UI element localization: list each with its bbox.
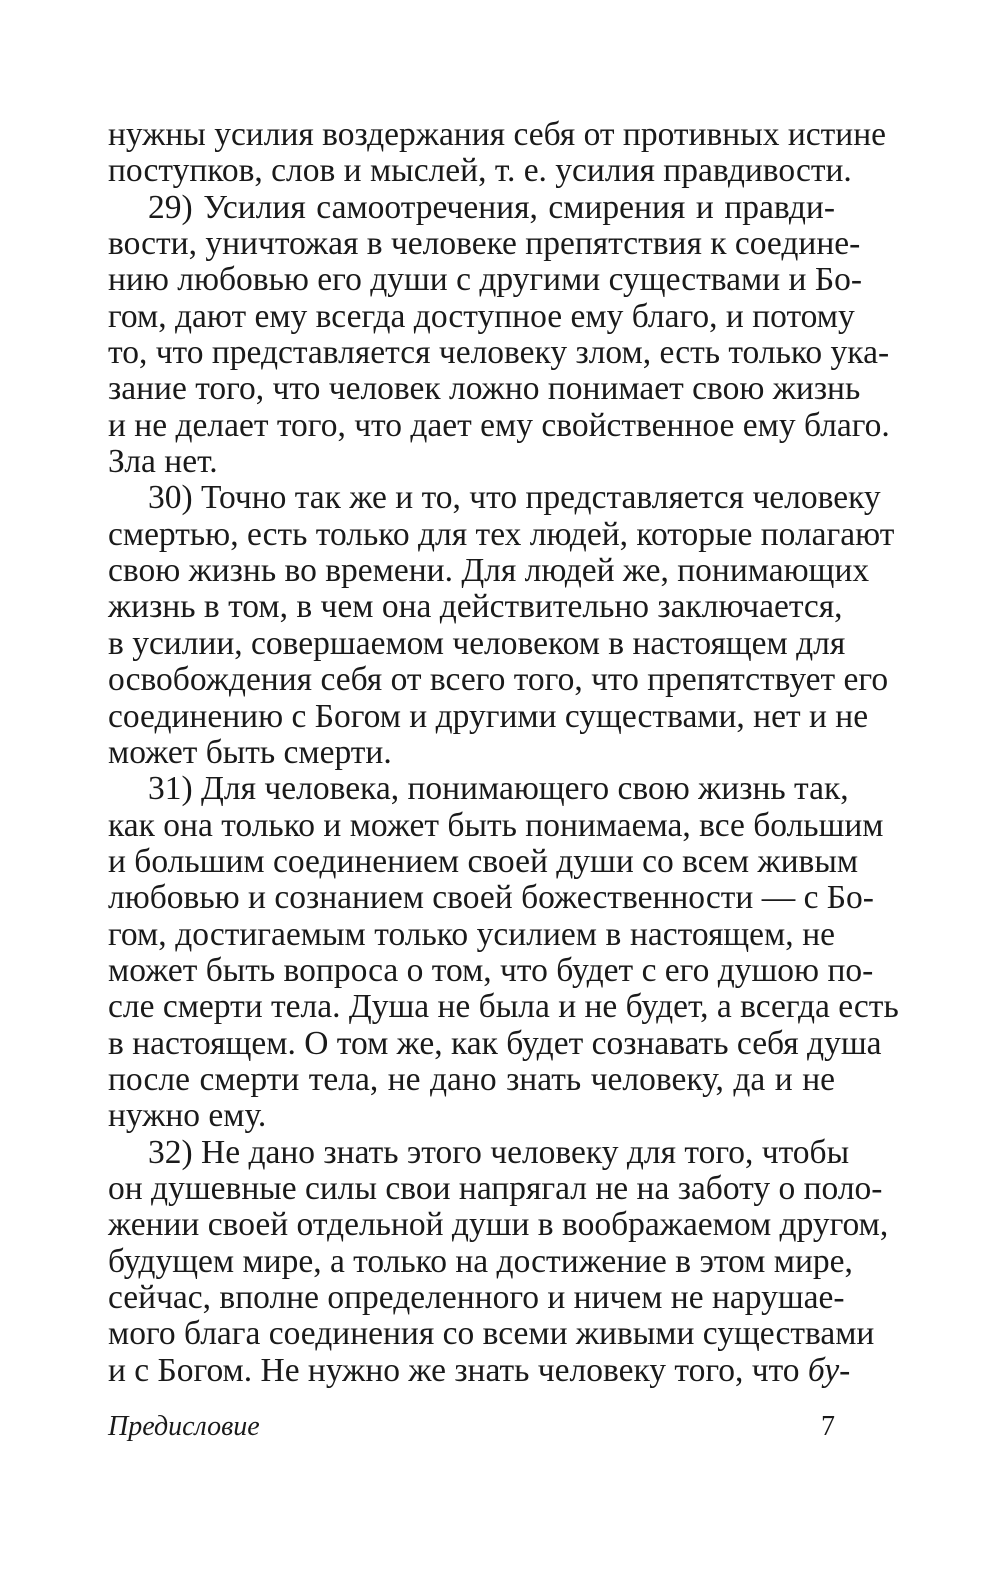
text-line: жизнь в том, в чем она действительно заключается,	[108, 588, 843, 626]
text-line: в усилии, совершаемом человеком в настоящем для	[108, 624, 846, 662]
running-footer	[108, 1411, 835, 1451]
text-line: после смерти тела, не дано знать человеку, да и не	[108, 1060, 835, 1098]
text-line: 32) Не дано знать этого человеку для того, чтобы	[148, 1133, 850, 1171]
text-line: гом, достигаемым только усилием в настоящем, не	[108, 915, 835, 953]
page-number: 7	[821, 1411, 835, 1442]
text-line: вости, уничтожая в человеке препятствия к соедине-	[108, 225, 861, 263]
text-line: Зла нет.	[108, 443, 218, 481]
text-line: нию любовью его души с другими существами и Бо-	[108, 261, 862, 299]
text-line: мого блага соединения со всеми живыми существами	[108, 1315, 875, 1353]
text-line: любовью и сознанием своей божественности — с Бо-	[108, 879, 874, 917]
text-line: свою жизнь во времени. Для людей же, понимающих	[108, 552, 870, 590]
text-line: то, что представляется человеку злом, есть только ука-	[108, 334, 890, 372]
text-line: сейчас, вполне определенного и ничем не нарушае-	[108, 1279, 845, 1316]
text-line: нужно ему.	[108, 1097, 267, 1135]
text-line: и не делает того, что дает ему свойственное ему благо.	[108, 406, 890, 444]
text-line: 30) Точно так же и то, что представляется человеку	[148, 479, 881, 517]
text-line: гом, дают ему всегда доступное ему благо, и потому	[108, 297, 855, 335]
text-line: может быть смерти.	[108, 733, 392, 771]
text-line: соединению с Богом и другими существами, нет и не	[108, 697, 869, 735]
text-line: зание того, что человек ложно понимает свою жизнь	[108, 370, 861, 408]
text-line: нужны усилия воздержания себя от противных истине	[108, 116, 887, 153]
text-line: как она только и может быть понимаема, все большим	[108, 806, 884, 844]
text-line: может быть вопроса о том, что будет с его душою по-	[108, 951, 874, 989]
text-line: 29) Усилия самоотречения, смирения и правди-	[148, 188, 835, 226]
text-line: будущем мире, а только на достижение в этом мире,	[108, 1242, 853, 1280]
body-text	[108, 116, 899, 1389]
text-line: 31) Для человека, понимающего свою жизнь так,	[148, 770, 849, 808]
text-line: в настоящем. О том же, как будет сознавать себя душа	[108, 1024, 882, 1062]
text-line: сле смерти тела. Душа не была и не будет, а всегда есть	[108, 988, 899, 1026]
text-line: смертью, есть только для тех людей, которые полагают	[108, 515, 895, 553]
hyphenated-word-start: бу-	[807, 1351, 851, 1389]
text-line: жении своей отдельной души в воображаемом другом,	[108, 1206, 889, 1244]
text-line: и с Богом. Не нужно же знать человеку того, что бу-	[108, 1351, 851, 1389]
text-line: и большим соединением своей души со всем живым	[108, 842, 859, 880]
text-line: освобождения себя от всего того, что препятствует его	[108, 661, 889, 699]
text-line: поступков, слов и мыслей, т. е. усилия правдивости.	[108, 152, 852, 190]
section-title: Предисловие	[108, 1411, 260, 1442]
text-line: он душевные силы свои напрягал не на заботу о поло-	[108, 1169, 883, 1207]
